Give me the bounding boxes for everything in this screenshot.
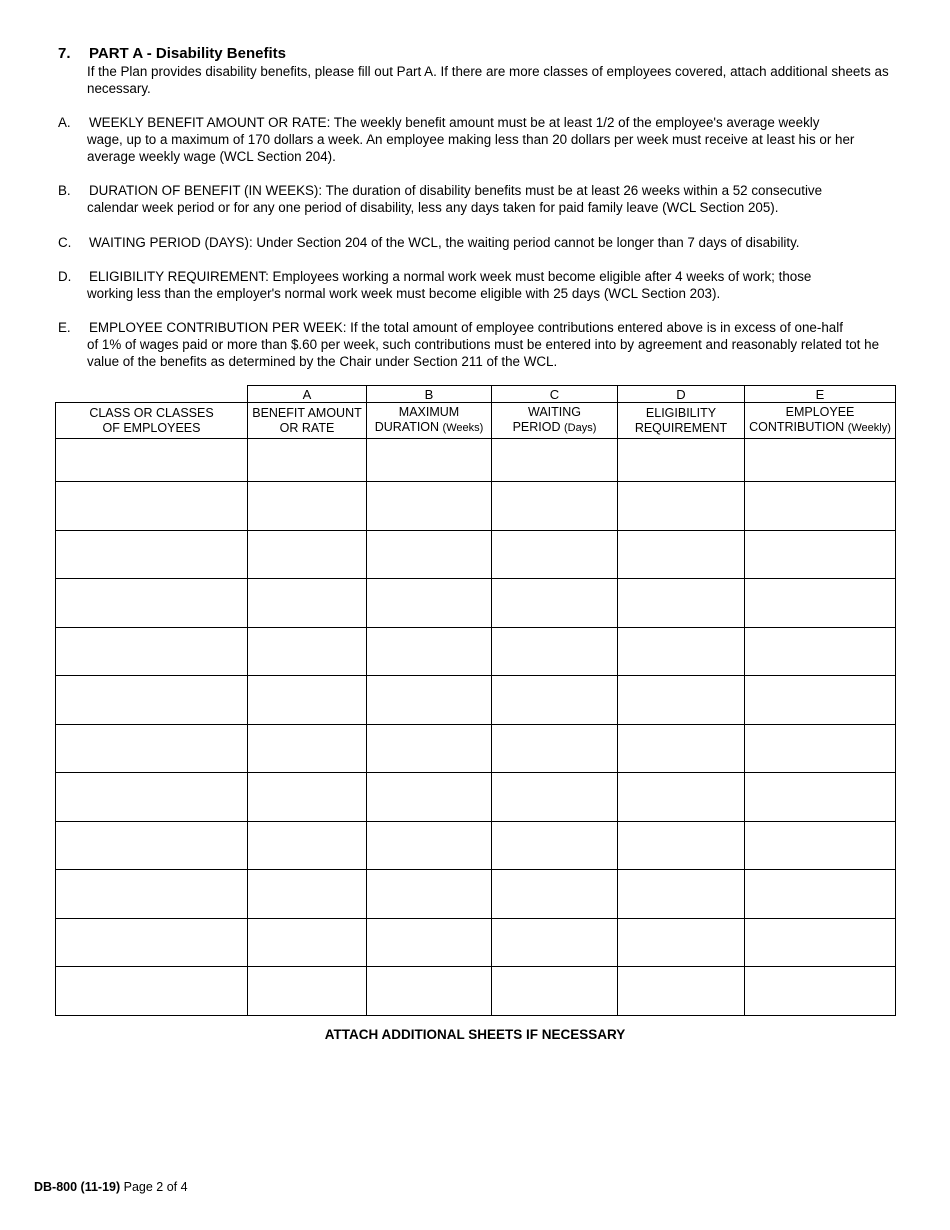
table-cell xyxy=(56,676,248,725)
employee-contribution-input[interactable] xyxy=(745,628,895,676)
table-cell xyxy=(618,870,745,919)
employee-contribution-input[interactable] xyxy=(745,439,895,481)
table-cell xyxy=(492,482,618,531)
table-cell xyxy=(367,870,492,919)
waiting-period-input[interactable] xyxy=(492,919,617,967)
table-cell xyxy=(618,530,745,579)
table-row xyxy=(56,724,896,773)
table-row xyxy=(56,821,896,870)
table-cell xyxy=(492,579,618,628)
table-cell xyxy=(248,482,367,531)
table-cell xyxy=(618,676,745,725)
column-letter: D xyxy=(618,386,745,403)
item-letter: E. xyxy=(58,320,71,335)
table-cell xyxy=(367,967,492,1016)
table-cell xyxy=(56,482,248,531)
employee-contribution-input[interactable] xyxy=(745,919,895,967)
waiting-period-input[interactable] xyxy=(492,870,617,918)
table-cell xyxy=(492,530,618,579)
table-cell xyxy=(367,439,492,482)
table-cell xyxy=(367,579,492,628)
benefit-amount-input[interactable] xyxy=(248,676,366,724)
table-row xyxy=(56,773,896,822)
item-rest: of 1% of wages paid or more than $.60 per week, such contributions must be entered into by agreement and reasonably related tot he value of the benefits as determined by the Chair under Section 211 of the WCL. xyxy=(87,337,880,369)
eligibility-requirement-input[interactable] xyxy=(618,531,744,579)
class-of-employees-input[interactable] xyxy=(56,579,247,627)
benefit-amount-input[interactable] xyxy=(248,482,366,530)
table-cell xyxy=(248,870,367,919)
benefit-amount-input[interactable] xyxy=(248,579,366,627)
class-of-employees-input[interactable] xyxy=(56,773,247,821)
employee-contribution-input[interactable] xyxy=(745,822,895,870)
item-letter: D. xyxy=(58,269,72,284)
benefit-amount-input[interactable] xyxy=(248,439,366,481)
waiting-period-input[interactable] xyxy=(492,676,617,724)
employee-contribution-input[interactable] xyxy=(745,870,895,918)
table-cell xyxy=(618,821,745,870)
eligibility-requirement-input[interactable] xyxy=(618,967,744,1015)
table-cell xyxy=(56,967,248,1016)
class-of-employees-input[interactable] xyxy=(56,822,247,870)
section-title xyxy=(58,45,286,62)
table-row xyxy=(56,627,896,676)
eligibility-requirement-input[interactable] xyxy=(618,482,744,530)
instruction-item-a xyxy=(58,114,903,165)
maximum-duration-input[interactable] xyxy=(367,676,491,724)
benefit-amount-input[interactable] xyxy=(248,773,366,821)
maximum-duration-input[interactable] xyxy=(367,822,491,870)
eligibility-requirement-input[interactable] xyxy=(618,919,744,967)
table-cell xyxy=(745,967,896,1016)
eligibility-requirement-input[interactable] xyxy=(618,628,744,676)
table-cell xyxy=(492,676,618,725)
eligibility-requirement-input[interactable] xyxy=(618,676,744,724)
employee-contribution-input[interactable] xyxy=(745,725,895,773)
table-cell xyxy=(492,627,618,676)
item-letter: B. xyxy=(58,183,71,198)
table-cell xyxy=(56,724,248,773)
class-of-employees-input[interactable] xyxy=(56,439,247,481)
benefits-table xyxy=(55,385,896,1016)
item-first-line: WEEKLY BENEFIT AMOUNT OR RATE: The weekly benefit amount must be at least 1/2 of the employee's average weekly xyxy=(89,115,820,130)
item-letter: A. xyxy=(58,115,71,130)
class-of-employees-input[interactable] xyxy=(56,967,247,1015)
column-letter: E xyxy=(745,386,896,403)
maximum-duration-input[interactable] xyxy=(367,773,491,821)
class-of-employees-input[interactable] xyxy=(56,919,247,967)
table-cell xyxy=(492,439,618,482)
table-cell xyxy=(618,482,745,531)
table-cell xyxy=(618,439,745,482)
table-cell xyxy=(492,967,618,1016)
benefit-amount-input[interactable] xyxy=(248,919,366,967)
table-cell xyxy=(745,530,896,579)
table-cell xyxy=(56,773,248,822)
eligibility-requirement-input[interactable] xyxy=(618,822,744,870)
benefit-amount-input[interactable] xyxy=(248,822,366,870)
table-row xyxy=(56,530,896,579)
table-cell xyxy=(745,482,896,531)
table-row xyxy=(56,967,896,1016)
table-row xyxy=(56,482,896,531)
class-of-employees-input[interactable] xyxy=(56,870,247,918)
table-cell xyxy=(56,870,248,919)
section-intro: If the Plan provides disability benefits, please fill out Part A. If there are more classes of employees covered, attach additional sheets as necessary. xyxy=(87,64,889,96)
table-cell xyxy=(745,918,896,967)
waiting-period-input[interactable] xyxy=(492,822,617,870)
benefit-amount-input[interactable] xyxy=(248,967,366,1015)
eligibility-requirement-input[interactable] xyxy=(618,773,744,821)
header-eligibility-requirement: ELIGIBILITY REQUIREMENT xyxy=(618,403,745,439)
item-rest: wage, up to a maximum of 170 dollars a week. An employee making less than 20 dollars per week must receive at least his or her average weekly wage (WCL Section 204). xyxy=(87,132,855,164)
table-cell xyxy=(492,724,618,773)
table-row xyxy=(56,676,896,725)
employee-contribution-input[interactable] xyxy=(745,482,895,530)
column-letter-row xyxy=(56,386,896,403)
table-cell xyxy=(618,967,745,1016)
table-cell xyxy=(248,627,367,676)
column-letter: C xyxy=(492,386,618,403)
form-footer xyxy=(34,1180,188,1194)
instruction-item-c xyxy=(58,234,903,251)
class-of-employees-input[interactable] xyxy=(56,531,247,579)
table-cell xyxy=(56,821,248,870)
table-cell xyxy=(367,773,492,822)
table-cell xyxy=(56,627,248,676)
waiting-period-input[interactable] xyxy=(492,967,617,1015)
table-cell xyxy=(367,918,492,967)
instruction-item-e xyxy=(58,319,903,370)
column-letter: A xyxy=(248,386,367,403)
table-cell xyxy=(618,579,745,628)
table-cell xyxy=(367,821,492,870)
table-cell xyxy=(56,530,248,579)
table-cell xyxy=(367,530,492,579)
eligibility-requirement-input[interactable] xyxy=(618,725,744,773)
eligibility-requirement-input[interactable] xyxy=(618,439,744,481)
table-cell xyxy=(248,530,367,579)
header-employee-contribution: EMPLOYEE CONTRIBUTION (Weekly) xyxy=(745,403,896,439)
waiting-period-input[interactable] xyxy=(492,482,617,530)
instruction-item-d xyxy=(58,268,903,302)
benefit-amount-input[interactable] xyxy=(248,531,366,579)
employee-contribution-input[interactable] xyxy=(745,676,895,724)
table-cell xyxy=(56,439,248,482)
table-cell xyxy=(492,821,618,870)
maximum-duration-input[interactable] xyxy=(367,725,491,773)
table-cell xyxy=(248,676,367,725)
table-cell xyxy=(367,676,492,725)
table-cell xyxy=(492,773,618,822)
form-id: DB-800 (11-19) xyxy=(34,1180,121,1194)
table-cell xyxy=(745,439,896,482)
table-row xyxy=(56,579,896,628)
table-cell xyxy=(618,918,745,967)
column-letter: B xyxy=(367,386,492,403)
maximum-duration-input[interactable] xyxy=(367,531,491,579)
header-benefit-amount: BENEFIT AMOUNT OR RATE xyxy=(248,403,367,439)
table-cell xyxy=(248,439,367,482)
class-of-employees-input[interactable] xyxy=(56,725,247,773)
table-cell xyxy=(745,579,896,628)
table-cell xyxy=(618,724,745,773)
waiting-period-input[interactable] xyxy=(492,773,617,821)
table-cell xyxy=(248,967,367,1016)
employee-contribution-input[interactable] xyxy=(745,531,895,579)
column-letter-blank xyxy=(56,386,248,403)
instruction-item-b xyxy=(58,182,903,216)
table-header-row xyxy=(56,403,896,439)
item-letter: C. xyxy=(58,235,72,250)
header-maximum-duration: MAXIMUM DURATION (Weeks) xyxy=(367,403,492,439)
benefit-amount-input[interactable] xyxy=(248,725,366,773)
table-cell xyxy=(248,579,367,628)
item-rest: working less than the employer's normal work week must become eligible with 25 days (WCL Section 203). xyxy=(87,286,721,301)
table-cell xyxy=(745,627,896,676)
table-row xyxy=(56,918,896,967)
table-cell xyxy=(745,773,896,822)
waiting-period-input[interactable] xyxy=(492,725,617,773)
table-cell xyxy=(492,870,618,919)
table-cell xyxy=(367,724,492,773)
table-cell xyxy=(248,773,367,822)
table-cell xyxy=(56,918,248,967)
table-cell xyxy=(492,918,618,967)
table-cell xyxy=(248,724,367,773)
attach-note: ATTACH ADDITIONAL SHEETS IF NECESSARY xyxy=(324,1027,626,1042)
maximum-duration-input[interactable] xyxy=(367,482,491,530)
table-cell xyxy=(56,579,248,628)
class-of-employees-input[interactable] xyxy=(56,482,247,530)
item-first-line: ELIGIBILITY REQUIREMENT: Employees working a normal work week must become eligible after 4 weeks of work; those xyxy=(89,269,812,284)
header-class-of-employees: CLASS OR CLASSES OF EMPLOYEES xyxy=(56,403,248,439)
table-row xyxy=(56,439,896,482)
waiting-period-input[interactable] xyxy=(492,628,617,676)
class-of-employees-input[interactable] xyxy=(56,676,247,724)
benefit-amount-input[interactable] xyxy=(248,870,366,918)
table-cell xyxy=(618,773,745,822)
maximum-duration-input[interactable] xyxy=(367,919,491,967)
table-cell xyxy=(248,918,367,967)
employee-contribution-input[interactable] xyxy=(745,773,895,821)
employee-contribution-input[interactable] xyxy=(745,579,895,627)
item-first-line: DURATION OF BENEFIT (IN WEEKS): The duration of disability benefits must be at least 26 weeks within a 52 consecutive xyxy=(89,183,823,198)
class-of-employees-input[interactable] xyxy=(56,628,247,676)
section-number: 7. xyxy=(58,45,71,62)
maximum-duration-input[interactable] xyxy=(367,579,491,627)
maximum-duration-input[interactable] xyxy=(367,967,491,1015)
waiting-period-input[interactable] xyxy=(492,439,617,481)
table-cell xyxy=(248,821,367,870)
page-number: Page 2 of 4 xyxy=(123,1180,188,1194)
item-rest: calendar week period or for any one period of disability, less any days taken for paid family leave (WCL Section 205). xyxy=(87,200,779,215)
table-cell xyxy=(745,676,896,725)
maximum-duration-input[interactable] xyxy=(367,870,491,918)
item-first-line: WAITING PERIOD (DAYS): Under Section 204 of the WCL, the waiting period cannot be longer than 7 days of disability. xyxy=(89,235,800,250)
table-cell xyxy=(367,482,492,531)
table-cell xyxy=(745,724,896,773)
eligibility-requirement-input[interactable] xyxy=(618,579,744,627)
maximum-duration-input[interactable] xyxy=(367,628,491,676)
waiting-period-input[interactable] xyxy=(492,579,617,627)
table-cell xyxy=(618,627,745,676)
maximum-duration-input[interactable] xyxy=(367,439,491,481)
employee-contribution-input[interactable] xyxy=(745,967,895,1015)
table-cell xyxy=(367,627,492,676)
table-cell xyxy=(745,870,896,919)
waiting-period-input[interactable] xyxy=(492,531,617,579)
header-waiting-period: WAITING PERIOD (Days) xyxy=(492,403,618,439)
item-first-line: EMPLOYEE CONTRIBUTION PER WEEK: If the total amount of employee contributions entered above is in excess of one-half xyxy=(89,320,843,335)
section-title-text: PART A - Disability Benefits xyxy=(89,45,286,62)
table-cell xyxy=(745,821,896,870)
table-row xyxy=(56,870,896,919)
benefit-amount-input[interactable] xyxy=(248,628,366,676)
eligibility-requirement-input[interactable] xyxy=(618,870,744,918)
